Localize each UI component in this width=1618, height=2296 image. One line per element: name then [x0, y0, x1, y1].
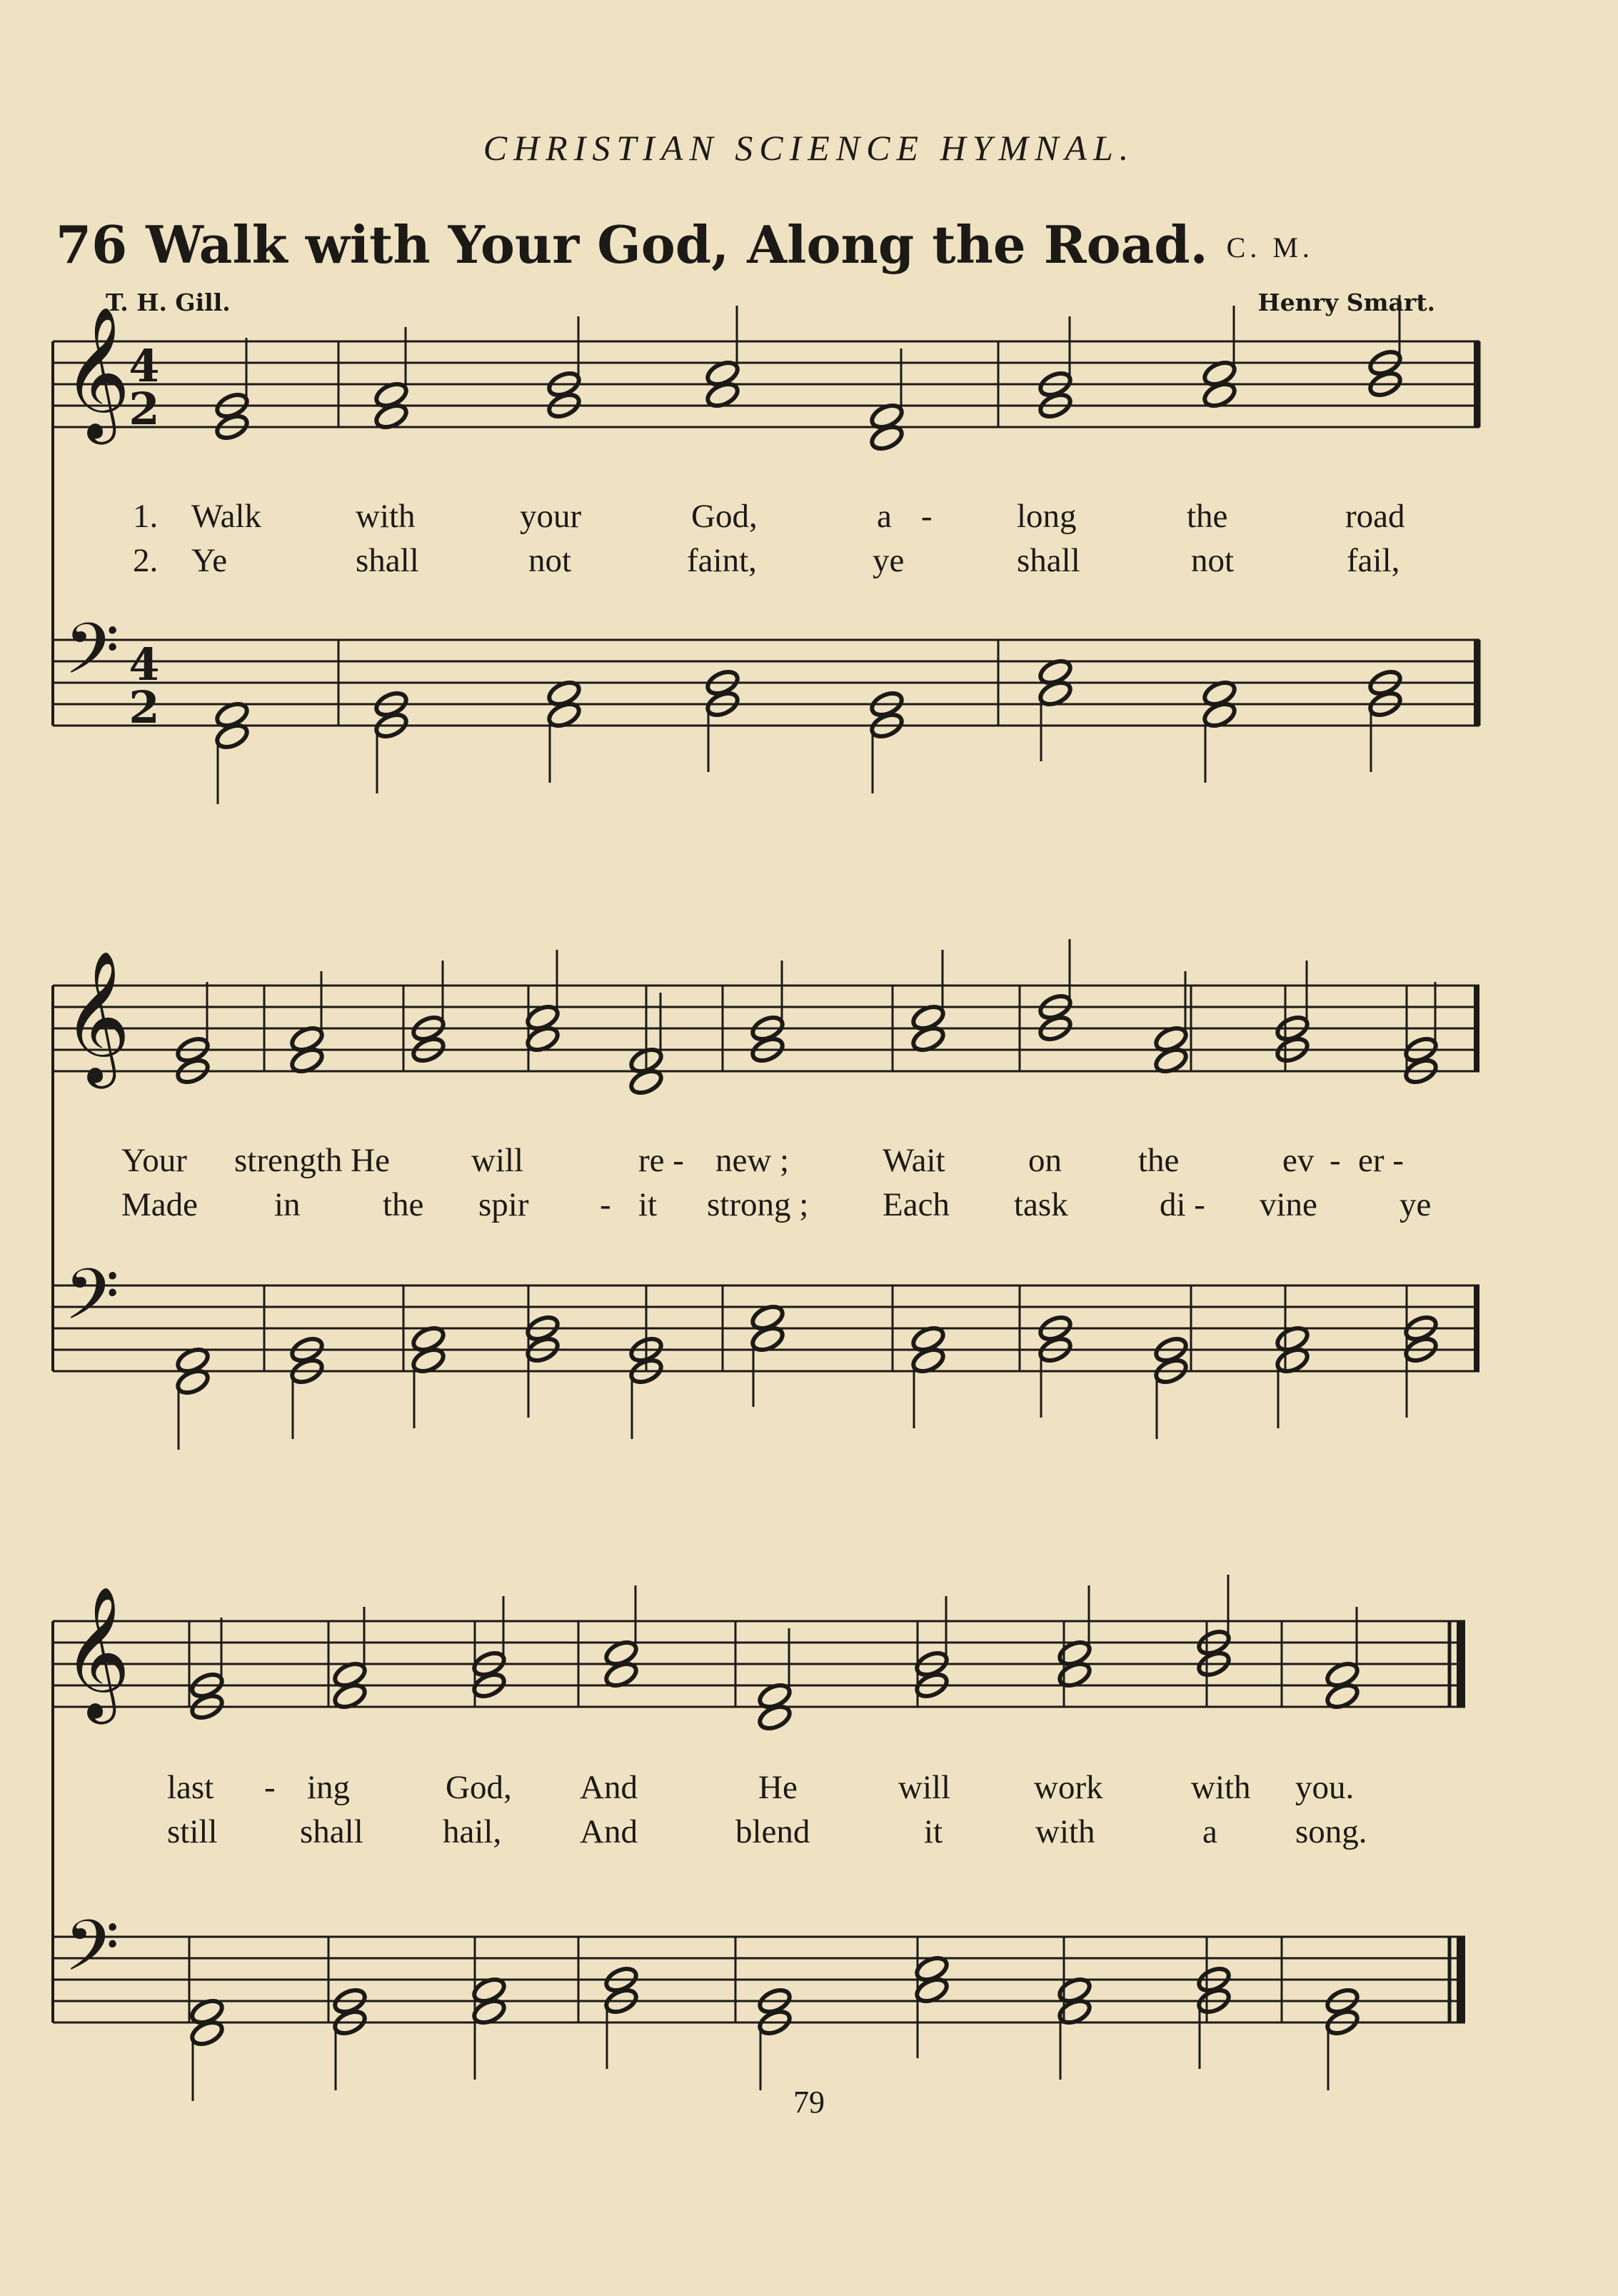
lyric-syllable: Walk [191, 498, 262, 535]
lyric-syllable: not [1191, 542, 1235, 579]
lyric-syllable: God, [691, 498, 758, 535]
lyric-syllable: a [1202, 1813, 1217, 1850]
treble-clef-icon: 𝄞 [63, 305, 131, 438]
lyric-syllable: will [898, 1769, 951, 1806]
lyric-syllable: Made [121, 1186, 199, 1223]
lyric-syllable: er - [1358, 1142, 1404, 1179]
lyric-syllable: a [877, 498, 892, 535]
end-bar [1474, 341, 1479, 427]
lyric-syllable: last [167, 1769, 214, 1806]
lyric-syllable: 2. [133, 542, 159, 579]
lyric-syllable: in [274, 1186, 301, 1223]
lyric-syllable: road [1345, 498, 1405, 535]
lyric-syllable: work [1034, 1769, 1103, 1806]
treble-clef-icon: 𝄞 [63, 1585, 131, 1718]
lyric-syllable: - [1330, 1142, 1341, 1179]
time-signature-top: 4 [129, 638, 160, 691]
lyric-syllable: vine [1260, 1186, 1317, 1223]
lyric-syllable: hail, [443, 1813, 502, 1850]
lyric-syllable: shall [300, 1813, 363, 1850]
hymn-number: 76 [56, 214, 128, 275]
lyric-syllable: will [471, 1142, 524, 1179]
lyric-syllable: - [600, 1186, 611, 1223]
lyric-syllable: not [528, 542, 572, 579]
end-bar [1474, 640, 1479, 726]
lyric-syllable: Your [121, 1142, 187, 1179]
hymn-meter: C. M. [1226, 231, 1314, 264]
lyric-syllable: Each [883, 1186, 950, 1223]
lyric-syllable: spir [478, 1186, 529, 1223]
lyric-syllable: task [1014, 1186, 1068, 1223]
lyric-syllable: shall [356, 542, 419, 579]
lyric-syllable: strength He [234, 1142, 390, 1179]
lyric-syllable: with [1191, 1769, 1251, 1806]
time-signature-top: 4 [129, 340, 160, 392]
lyric-syllable: - [264, 1769, 276, 1806]
lyric-syllable: the [1187, 498, 1228, 535]
lyric-syllable: fail, [1347, 542, 1400, 579]
lyric-syllable: And [580, 1769, 638, 1806]
lyric-syllable: He [758, 1769, 798, 1806]
lyric-syllable: ye [1400, 1186, 1432, 1223]
lyric-syllable: faint, [687, 542, 757, 579]
treble-clef-icon: 𝄞 [63, 949, 131, 1083]
lyric-syllable: re - [638, 1142, 684, 1179]
lyric-syllable: still [167, 1813, 218, 1850]
end-bar [1474, 1285, 1479, 1371]
composer-credit: Henry Smart. [1257, 289, 1435, 316]
final-bar-thick [1457, 1621, 1465, 1707]
lyric-syllable: blend [735, 1813, 810, 1850]
author-credit: T. H. Gill. [106, 289, 231, 316]
lyric-syllable: with [356, 498, 416, 535]
lyric-syllable: Wait [883, 1142, 945, 1179]
lyric-syllable: shall [1017, 542, 1080, 579]
lyric-syllable: it [924, 1813, 943, 1850]
bass-clef-icon: 𝄢 [64, 1254, 120, 1353]
lyric-syllable: the [383, 1186, 424, 1223]
bass-clef-icon: 𝄢 [64, 608, 120, 708]
lyric-syllable: ye [873, 542, 905, 579]
lyric-syllable: new ; [715, 1142, 790, 1179]
lyric-syllable: And [580, 1813, 638, 1850]
lyric-syllable: it [638, 1186, 658, 1223]
final-bar-thick [1457, 1937, 1465, 2022]
lyric-syllable: ev [1282, 1142, 1315, 1179]
lyric-syllable: you. [1295, 1769, 1355, 1806]
lyric-syllable: ing [307, 1769, 351, 1806]
time-signature-bottom: 2 [129, 383, 160, 435]
lyric-syllable: long [1017, 498, 1077, 535]
lyric-syllable: the [1138, 1142, 1180, 1179]
lyric-syllable: strong ; [707, 1186, 809, 1223]
page-number: 79 [793, 2085, 825, 2120]
lyric-syllable: God, [446, 1769, 512, 1806]
time-signature-bottom: 2 [129, 681, 160, 733]
bass-clef-icon: 𝄢 [64, 1905, 120, 2005]
lyric-syllable: 1. [133, 498, 159, 535]
hymn-title: Walk with Your God, Along the Road. [146, 214, 1208, 275]
lyric-syllable: - [921, 498, 933, 535]
lyric-syllable: di - [1160, 1186, 1205, 1223]
lyric-syllable: with [1035, 1813, 1095, 1850]
lyric-syllable: on [1028, 1142, 1062, 1179]
end-bar [1474, 986, 1479, 1071]
lyric-syllable: Ye [191, 542, 228, 579]
lyric-syllable: song. [1295, 1813, 1367, 1850]
running-head: CHRISTIAN SCIENCE HYMNAL. [483, 128, 1135, 168]
lyric-syllable: your [520, 498, 582, 535]
